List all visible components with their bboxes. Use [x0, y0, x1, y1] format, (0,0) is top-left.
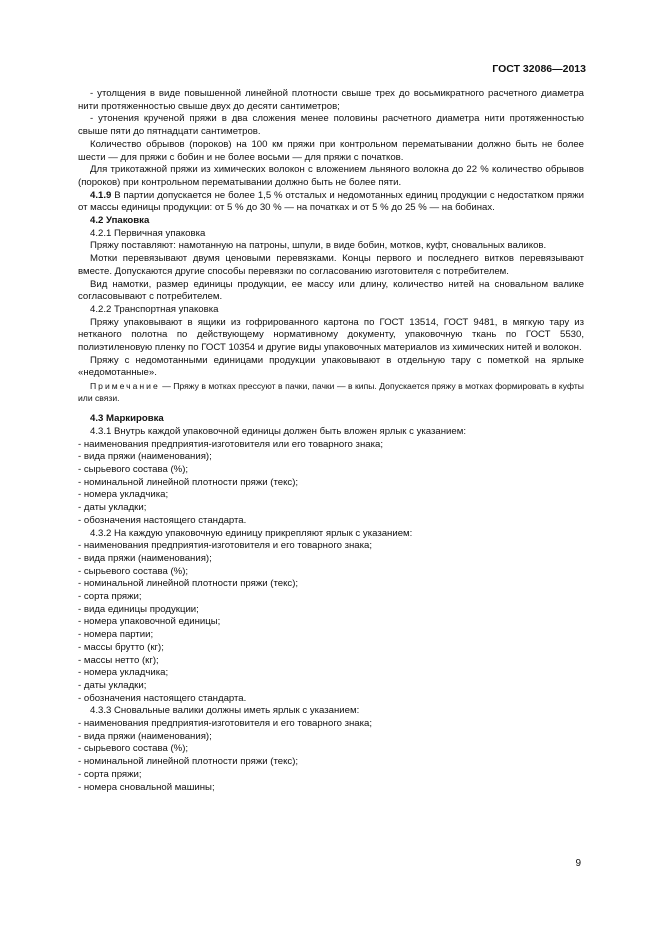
- paragraph: Пряжу упаковывают в ящики из гофрированного картона по ГОСТ 13514, ГОСТ 9481, в мягкую тару из нетканого полотна по действующему нормативному документу, упаковочную ткань по ГОСТ 5530, полиэтиленовую пленку по ГОСТ 10354 и другие виды упаковочных материалов из химических нитей и волокон.: [78, 316, 584, 354]
- list-item: - обозначения настоящего стандарта.: [78, 514, 247, 526]
- paragraph: - утолщения в виде повышенной линейной плотности свыше трех до восьмикратного расчетного диаметра нити протяженностью свыше двух до десяти сантиметров;: [78, 88, 584, 112]
- list-item: - сырьевого состава (%);: [78, 463, 189, 475]
- list-item: - наименования предприятия-изготовителя или его товарного знака;: [78, 438, 384, 450]
- subsection-heading: 4.3.3 Сновальные валики должны иметь ярлык с указанием:: [90, 705, 360, 717]
- subsection-heading: 4.2.2 Транспортная упаковка: [90, 303, 219, 315]
- list-item: - вида пряжи (наименования);: [78, 451, 212, 463]
- subsection-heading: 4.3.2 На каждую упаковочную единицу прикрепляют ярлык с указанием:: [90, 527, 413, 539]
- list-item: - номинальной линейной плотности пряжи (текс);: [78, 756, 299, 768]
- list-item: - сырьевого состава (%);: [78, 743, 189, 755]
- list-item: - номера укладчика;: [78, 489, 169, 501]
- list-item: - даты укладки;: [78, 679, 147, 691]
- spacer: [78, 404, 584, 413]
- paragraph: Пряжу поставляют: намотанную на патроны, шпули, в виде бобин, мотков, куфт, сновальных валиков.: [90, 240, 547, 252]
- list-item: - сырьевого состава (%);: [78, 565, 189, 577]
- list-item: - массы брутто (кг);: [78, 641, 164, 653]
- list-item: - номинальной линейной плотности пряжи (текс);: [78, 578, 299, 590]
- paragraph: Мотки перевязывают двумя ценовыми перевязками. Концы первого и последнего витков перевязывают вместе. Допускаются другие способы перевязки по согласованию изготовителя с потребителем.: [78, 253, 584, 277]
- list-item: - номера партии;: [78, 629, 154, 641]
- list-item: - даты укладки;: [78, 502, 147, 514]
- list-item: - вида пряжи (наименования);: [78, 730, 212, 742]
- section-heading-packaging: 4.2 Упаковка: [90, 215, 150, 227]
- list-item: - номера сновальной машины;: [78, 781, 215, 793]
- paragraph: Количество обрывов (пороков) на 100 км пряжи при контрольном перематывании должно быть не более шести — для пряжи с бобин и не более восьми — для пряжи с початков.: [78, 138, 584, 163]
- list-item: - номера упаковочной единицы;: [78, 616, 221, 628]
- paragraph: - утонения крученой пряжи в два сложения менее половины расчетного диаметра нити протяженностью свыше пяти до пятнадцати сантиметров.: [78, 113, 584, 138]
- list-item: - сорта пряжи;: [78, 591, 142, 603]
- standard-header: ГОСТ 32086—2013: [492, 63, 586, 75]
- note-text: — Пряжу в мотках прессуют в пачки, пачки — в кипы. Допускается пряжу в мотках формировать в куфты или связи.: [78, 381, 584, 403]
- clause-4-1-9: [78, 190, 584, 215]
- list-item: - наименования предприятия-изготовителя и его товарного знака;: [78, 718, 373, 730]
- paragraph: Вид намотки, размер единицы продукции, ее массу или длину, количество нитей на сновальном валике согласовывают с потребителем.: [78, 278, 584, 303]
- list-item: - номера укладчика;: [78, 667, 169, 679]
- paragraph: Пряжу с недомотанными единицами продукции упаковывают в отдельную тару с пометкой на ярлыке «недомотанные».: [78, 354, 584, 379]
- paragraph: Для трикотажной пряжи из химических волокон с вложением льняного волокна до 22 % количество обрывов (пороков) при контрольном перематывании должно быть не более пяти.: [78, 164, 584, 188]
- note: [78, 381, 584, 404]
- note-label: Примечание: [90, 381, 160, 392]
- list-item: - массы нетто (кг);: [78, 654, 159, 666]
- subsection-heading: 4.2.1 Первичная упаковка: [90, 227, 206, 239]
- page-number: 9: [575, 858, 581, 869]
- page-content: [78, 88, 584, 794]
- list-item: - обозначения настоящего стандарта.: [78, 692, 247, 704]
- list-item: - вида единицы продукции;: [78, 603, 199, 615]
- list-item: - наименования предприятия-изготовителя и его товарного знака;: [78, 540, 373, 552]
- list-item: - сорта пряжи;: [78, 768, 142, 780]
- list-item: - номинальной линейной плотности пряжи (текс);: [78, 476, 299, 488]
- subsection-heading: 4.3.1 Внутрь каждой упаковочной единицы должен быть вложен ярлык с указанием:: [90, 425, 466, 437]
- section-heading-marking: 4.3 Маркировка: [90, 413, 164, 425]
- clause-number: 4.1.9: [90, 189, 112, 201]
- list-item: - вида пряжи (наименования);: [78, 552, 212, 564]
- clause-text: В партии допускается не более 1,5 % отсталых и недомотанных единиц продукции с недостатком пряжи от массы единицы продукции: от 5 % до 30 % — на початках и от 5 % до 25 % — на бобинах.: [78, 189, 584, 214]
